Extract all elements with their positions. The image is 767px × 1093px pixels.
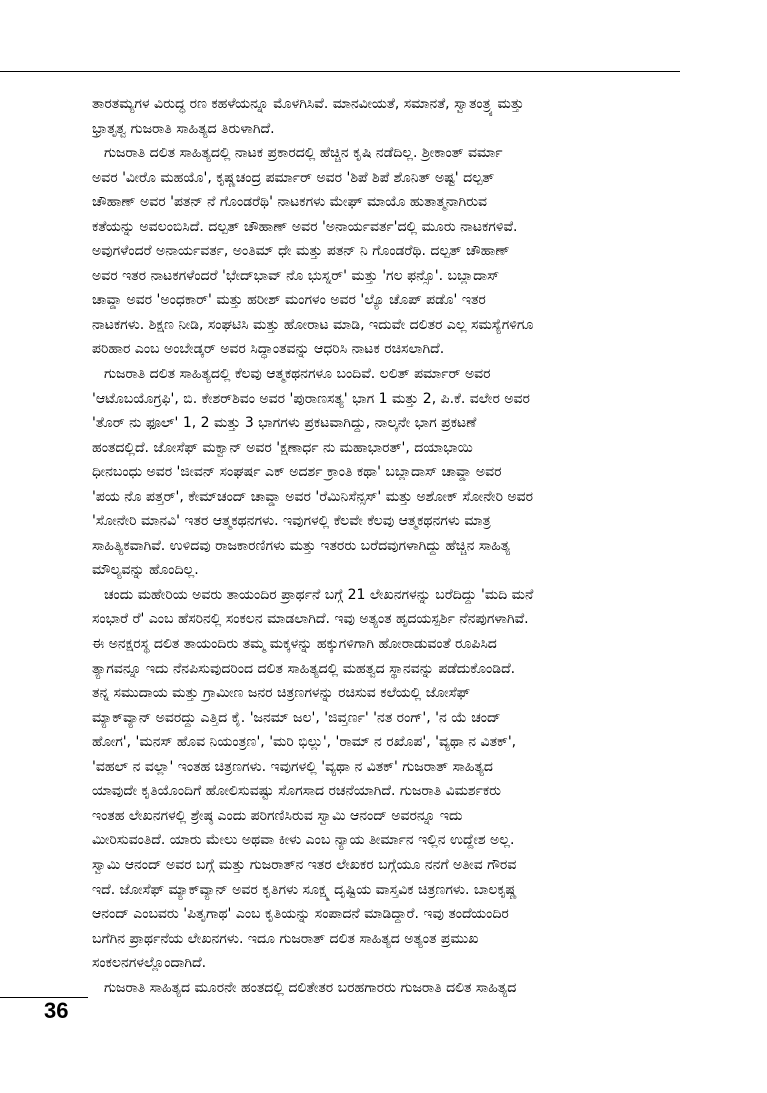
text-line: ಸ್ವಾಮಿ ಆನಂದ್ ಅವರ ಬಗ್ಗೆ ಮತ್ತು ಗುಜರಾತ್‌ನ ಇತರ ಲೇಖಕರ ಬಗ್ಗೆಯೂ ನನಗೆ ಅತೀವ ಗೌರವ: [92, 856, 517, 873]
text-line: ಮೀರಿಸುವಂತಿದೆ. ಯಾರು ಮೇಲು ಅಥವಾ ಕೀಳು ಎಂಬ ನ್ಯಾಯ ತೀರ್ಮಾನ ಇಲ್ಲಿನ ಉದ್ದೇಶ ಅಲ್ಲ.: [92, 832, 515, 849]
text-line: 'ತೊರ್ ನು ಫೂಲ್' 1, 2 ಮತ್ತು 3 ಭಾಗಗಳು ಪ್ರಕಟವಾಗಿದ್ದು, ನಾಲ್ಕನೇ ಭಾಗ ಪ್ರಕಟಣೆ: [92, 415, 477, 432]
text-line: 'ಆಟೊಬಯೊಗ್ರಫಿ', ಬಿ. ಕೇಶರ್‌ಶಿವಂ ಅವರ 'ಪುರಾಣಸತ್ಯ' ಭಾಗ 1 ಮತ್ತು 2, ಪಿ.ಕೆ. ವಲೇರ ಅವರ: [92, 390, 530, 407]
text-line: ಗುಜರಾತಿ ದಲಿತ ಸಾಹಿತ್ಯದಲ್ಲಿ ನಾಟಕ ಪ್ರಕಾರದಲ್ಲಿ ಹೆಚ್ಚಿನ ಕೃಷಿ ನಡೆದಿಲ್ಲ. ಶ್ರೀಕಾಂತ್ ವರ್ಮಾ: [104, 145, 503, 162]
text-line: ಅವರ ಇತರ ನಾಟಕಗಳೆಂದರೆ 'ಭೇದ್‌ಭಾವ್ ನೊ ಭುಸ್ನರ್' ಮತ್ತು 'ಗಲ ಫನ್ಸೊ'. ಬಬ್ಲಾದಾಸ್: [92, 267, 500, 284]
page-number: 36: [44, 998, 69, 1023]
text-line: ಸಂಭಾರೆ ರೆ' ಎಂಬ ಹೆಸರಿನಲ್ಲಿ ಸಂಕಲನ ಮಾಡಲಾಗಿದೆ. ಇವು ಅತ್ಯಂತ ಹೃದಯಸ್ಪರ್ಶಿ ನೆನಪುಗಳಾಗಿವೆ.: [92, 611, 529, 628]
text-line: ಸಂಕಲನಗಳಲ್ಲೊಂದಾಗಿದೆ.: [92, 955, 207, 972]
text-line: ಚಂದು ಮಹೇರಿಯ ಅವರು ತಾಯಂದಿರ ಪ್ರಾರ್ಥನೆ ಬಗ್ಗೆ 21 ಲೇಖನಗಳನ್ನು ಬರೆದಿದ್ದು 'ಮದಿ ಮನೆ: [104, 586, 534, 603]
header-rule: [0, 71, 680, 72]
text-line: ಅವುಗಳೆಂದರೆ ಅನಾರ್ಯವರ್ತ, ಅಂತಿಮ್ ಧೇ ಮತ್ತು ಪತನ್ ನಿ ಗೊಂಡರೆಥಿ. ದಲ್ಪತ್ ಚೌಹಾಣ್: [92, 243, 510, 260]
text-line: ಅವರ 'ವೀರೊ ಮಹಯೊ', ಕೃಷ್ಣಚಂದ್ರ ಪರ್ಮಾರ್ ಅವರ 'ಶಿಪೆ ಶಿಪೆ ಶೊನಿತ್ ಅಷ್ಟ' ದಲ್ಪತ್: [92, 169, 495, 186]
text-line: ಧೀನಬಂಧು ಅವರ 'ಜೀವನ್ ಸಂಘರ್ಷ ಎಕ್ ಅದರ್ಶ ಕ್ರಾಂತಿ ಕಥಾ' ಬಬ್ಲಾದಾಸ್ ಚಾವ್ಡಾ ಅವರ: [92, 464, 502, 481]
paragraph-5: [92, 976, 680, 1001]
text-line: ಈ ಅನಕ್ಷರಸ್ಥ ದಲಿತ ತಾಯಂದಿರು ತಮ್ಮ ಮಕ್ಕಳನ್ನು ಹಕ್ಕುಗಳಿಗಾಗಿ ಹೋರಾಡುವಂತೆ ರೂಪಿಸಿದ: [92, 636, 497, 653]
text-line: 'ಸೋನೇರಿ ಮಾನವಿ' ಇತರ ಆತ್ಮಕಥನಗಳು. ಇವುಗಳಲ್ಲಿ ಕೆಲವೇ ಕೆಲವು ಆತ್ಮಕಥನಗಳು ಮಾತ್ರ: [92, 513, 491, 530]
text-line: ಗುಜರಾತಿ ದಲಿತ ಸಾಹಿತ್ಯದಲ್ಲಿ ಕೆಲವು ಆತ್ಮಕಥನಗಳೂ ಬಂದಿವೆ. ಲಲಿತ್ ಪರ್ಮಾರ್ ಅವರ: [104, 366, 491, 383]
paragraph-3: [92, 362, 680, 583]
text-line: ಬಗೆಗಿನ ಪ್ರಾರ್ಥನೆಯ ಲೇಖನಗಳು. ಇದೂ ಗುಜರಾತ್ ದಲಿತ ಸಾಹಿತ್ಯದ ಅತ್ಯಂತ ಪ್ರಮುಖ: [92, 930, 479, 947]
text-line: ಹಂತದಲ್ಲಿದೆ. ಜೋಸೆಫ್ ಮಕ್ವಾನ್ ಅವರ 'ಕ್ಷಣಾರ್ಧ ನು ಮಹಾಭಾರತ್', ದಯಾಭಾಯಿ: [92, 439, 473, 456]
body-text: [92, 92, 680, 1000]
text-line: ಮೌಲ್ಯವನ್ನು ಹೊಂದಿಲ್ಲ.: [92, 562, 199, 579]
text-line: ಗುಜರಾತಿ ಸಾಹಿತ್ಯದ ಮೂರನೇ ಹಂತದಲ್ಲಿ ದಲಿತೇತರ ಬರಹಗಾರರು ಗುಜರಾತಿ ದಲಿತ ಸಾಹಿತ್ಯದ: [104, 979, 517, 996]
text-line: ಇಂತಹ ಲೇಖನಗಳಲ್ಲಿ ಶ್ರೇಷ್ಠ ಎಂದು ಪರಿಗಣಿಸಿರುವ ಸ್ವಾಮಿ ಆನಂದ್ ಅವರನ್ನೂ ಇದು: [92, 807, 463, 824]
paragraph-4: [92, 583, 680, 976]
text-line: 'ವಹಲ್ ನ ವಲ್ಲಾ' ಇಂತಹ ಚಿತ್ರಣಗಳು. ಇವುಗಳಲ್ಲಿ 'ವ್ಯಥಾ ನ ವಿತಕ್' ಗುಜರಾತ್ ಸಾಹಿತ್ಯದ: [92, 758, 493, 775]
text-line: ತನ್ನ ಸಮುದಾಯ ಮತ್ತು ಗ್ರಾಮೀಣ ಜನರ ಚಿತ್ರಣಗಳನ್ನು ರಚಿಸುವ ಕಲೆಯಲ್ಲಿ ಜೋಸೆಫ್: [92, 685, 471, 702]
text-line: ಚೌಹಾಣ್ ಅವರ 'ಪತನ್ ನೆ ಗೊಂಡರೆಥಿ' ನಾಟಕಗಳು ಮೇಘ್ ಮಾಯೊ ಹುತಾತ್ಮನಾಗಿರುವ: [92, 194, 488, 211]
text-line: ತಾರತಮ್ಯಗಳ ವಿರುದ್ಧ ರಣ ಕಹಳೆಯನ್ನೂ ಮೊಳಗಿಸಿವೆ. ಮಾನವೀಯತೆ, ಸಮಾನತೆ, ಸ್ವಾತಂತ್ರ್ಯ ಮತ್ತು: [92, 96, 524, 112]
text-line: ಆನಂದ್ ಎಂಬವರು 'ಪಿತೃಗಾಥ' ಎಂಬ ಕೃತಿಯನ್ನು ಸಂಪಾದನೆ ಮಾಡಿದ್ದಾರೆ. ಇವು ತಂದೆಯಂದಿರ: [92, 906, 509, 923]
paragraph-1: [92, 92, 680, 141]
text-line: ಪರಿಹಾರ ಎಂಬ ಅಂಬೇಡ್ಕರ್ ಅವರ ಸಿದ್ಧಾಂತವನ್ನು ಆಧರಿಸಿ ನಾಟಕ ರಚಿಸಲಾಗಿದೆ.: [92, 341, 445, 358]
text-line: 'ಪಯ ನೊ ಪತ್ತರ್', ಕೇಮ್‌ಚಂದ್ ಚಾವ್ಡಾ ಅವರ 'ರೆಮಿನಿಸೆನ್ಸಸ್' ಮತ್ತು ಅಶೋಕ್ ಸೋನೇರಿ ಅವರ: [92, 488, 534, 505]
text-line: ಭ್ರಾತೃತ್ವ ಗುಜರಾತಿ ಸಾಹಿತ್ಯದ ತಿರುಳಾಗಿದೆ.: [92, 120, 275, 137]
text-line: ಸಾಹಿತ್ಯಿಕವಾಗಿವೆ. ಉಳಿದವು ರಾಜಕಾರಣಿಗಳು ಮತ್ತು ಇತರರು ಬರೆದವುಗಳಾಗಿದ್ದು ಹೆಚ್ಚಿನ ಸಾಹಿತ್ಯ: [92, 537, 511, 554]
text-line: ತ್ಯಾಗವನ್ನೂ ಇದು ನೆನಪಿಸುವುದರಿಂದ ದಲಿತ ಸಾಹಿತ್ಯದಲ್ಲಿ ಮಹತ್ವದ ಸ್ಥಾನವನ್ನು ಪಡೆದುಕೊಂಡಿದೆ.: [92, 660, 516, 677]
paragraph-2: [92, 141, 680, 362]
text-line: ಇದೆ. ಜೋಸೆಫ್ ಮ್ಯಾಕ್‌ವ್ಯಾನ್ ಅವರ ಕೃತಿಗಳು ಸೂಕ್ಷ್ಮ ದೃಷ್ಟಿಯ ವಾಸ್ತವಿಕ ಚಿತ್ರಣಗಳು. ಬಾಲಕೃಷ್ಣ: [92, 881, 517, 898]
text-line: ಮ್ಯಾಕ್‌ವ್ಯಾನ್ ಅವರದ್ದು ಎತ್ತಿದ ಕೈ. 'ಜನಮ್ ಜಲ', 'ಜಿವ್ತರ್ಣ' 'ನತ ರಂಗ್', 'ನ ಯೆ ಚಂದ್: [92, 709, 501, 726]
text-line: ಹೋಗ', 'ಮನಸ್ ಹೊವ ನಿಯಂತ್ರಣ', 'ಮರಿ ಭಿಲ್ಲು', 'ರಾಮ್ ನ ರಖೊಪ', 'ವ್ಯಥಾ ನ ವಿತಕ್',: [92, 734, 517, 751]
text-line: ಚಾವ್ಡಾ ಅವರ 'ಅಂಧಕಾರ್' ಮತ್ತು ಹರೀಶ್ ಮಂಗಳಂ ಅವರ 'ಲ್ಯೊ ಚೊಪ್ ಪಡೊ' ಇತರ: [92, 292, 486, 309]
text-line: ನಾಟಕಗಳು. ಶಿಕ್ಷಣ ನೀಡಿ, ಸಂಘಟಿಸಿ ಮತ್ತು ಹೋರಾಟ ಮಾಡಿ, ಇದುವೇ ದಲಿತರ ಎಲ್ಲ ಸಮಸ್ಯೆಗಳಿಗೂ: [92, 316, 534, 333]
text-line: ಯಾವುದೇ ಕೃತಿಯೊಂದಿಗೆ ಹೋಲಿಸುವಷ್ಟು ಸೊಗಸಾದ ರಚನೆಯಾಗಿದೆ. ಗುಜರಾತಿ ವಿಮರ್ಶಕರು: [92, 783, 501, 800]
text-line: ಕತೆಯನ್ನು ಅವಲಂಬಿಸಿದೆ. ದಲ್ಪತ್ ಚೌಹಾಣ್ ಅವರ 'ಅನಾರ್ಯವರ್ತ'ದಲ್ಲಿ ಮೂರು ನಾಟಕಗಳಿವೆ.: [92, 218, 518, 235]
